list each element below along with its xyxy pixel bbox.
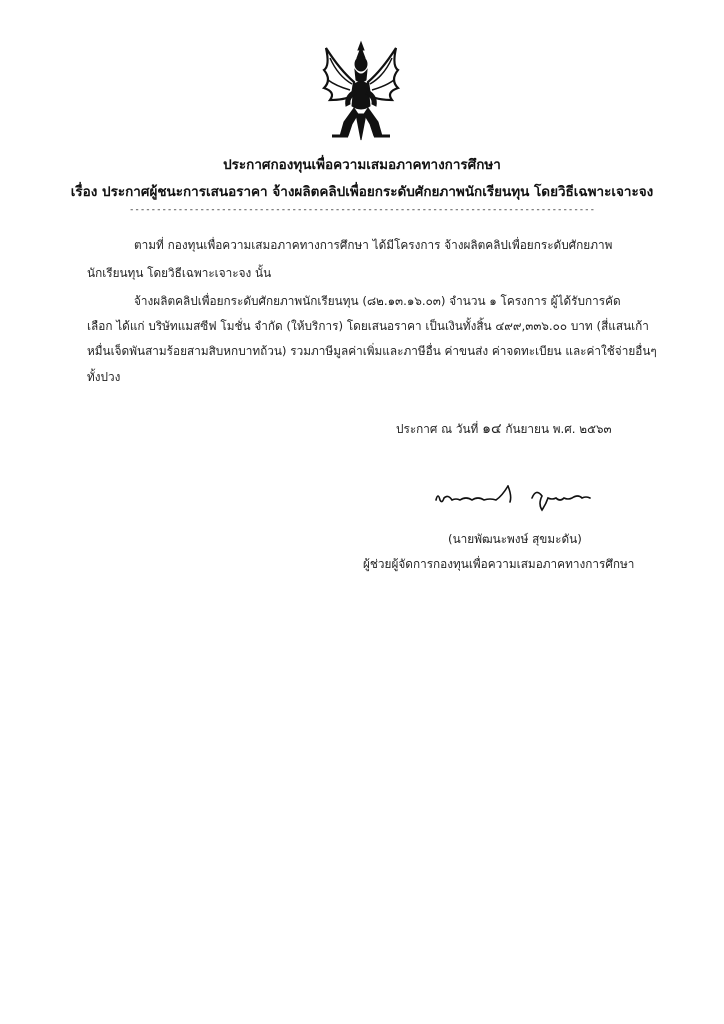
announcement-title: ประกาศกองทุนเพื่อความเสมอภาคทางการศึกษา (223, 157, 501, 173)
signer-position: ผู้ช่วยผู้จัดการกองทุนเพื่อความเสมอภาคทางการศึกษา (363, 557, 635, 571)
paragraph-2-line-2: เลือก ได้แก่ บริษัทแมสซีฟ โมชั่น จำกัด (ให้บริการ) โดยเสนอราคา เป็นเงินทั้งสิ้น ๔๙๙,๓๓๖.๐๐ บาท (สี่แสนเก้า (87, 319, 649, 333)
separator-line: -------------------------------------------------------------------------------------- (129, 205, 595, 215)
date-month-year: กันยายน พ.ศ. ๒๕๖๓ (505, 422, 612, 436)
announcement-subject: เรื่อง ประกาศผู้ชนะการเสนอราคา จ้างผลิตคลิปเพื่อยกระดับศักยภาพนักเรียนทุน โดยวิธีเฉพาะเจาะจง (70, 184, 654, 200)
paragraph-1-line-1: ตามที่ กองทุนเพื่อความเสมอภาคทางการศึกษา ได้มีโครงการ จ้างผลิตคลิปเพื่อยกระดับศักยภาพ (134, 238, 613, 252)
date-day: ๑๔ (482, 421, 502, 437)
paragraph-1-line-2: นักเรียนทุน โดยวิธีเฉพาะเจาะจง นั้น (87, 266, 272, 280)
garuda-emblem-icon (318, 40, 404, 142)
paragraph-2-line-1: จ้างผลิตคลิปเพื่อยกระดับศักยภาพนักเรียนทุน (๘๒.๑๓.๑๖.๐๓) จำนวน ๑ โครงการ ผู้ได้รับการคัด (134, 294, 621, 308)
date-prefix: ประกาศ ณ วันที่ (396, 422, 479, 436)
handwritten-signature (432, 482, 594, 514)
announcement-date (396, 418, 612, 440)
paragraph-2-line-3: หมื่นเจ็ดพันสามร้อยสามสิบหกบาทถ้วน) รวมภาษีมูลค่าเพิ่มและภาษีอื่น ค่าขนส่ง ค่าจดทะเบียน และค่าใช้จ่ายอื่นๆ (87, 344, 657, 358)
paragraph-2-line-4: ทั้งปวง (87, 370, 121, 384)
signer-name: (นายพัฒนะพงษ์ สุขมะดัน) (448, 532, 582, 546)
